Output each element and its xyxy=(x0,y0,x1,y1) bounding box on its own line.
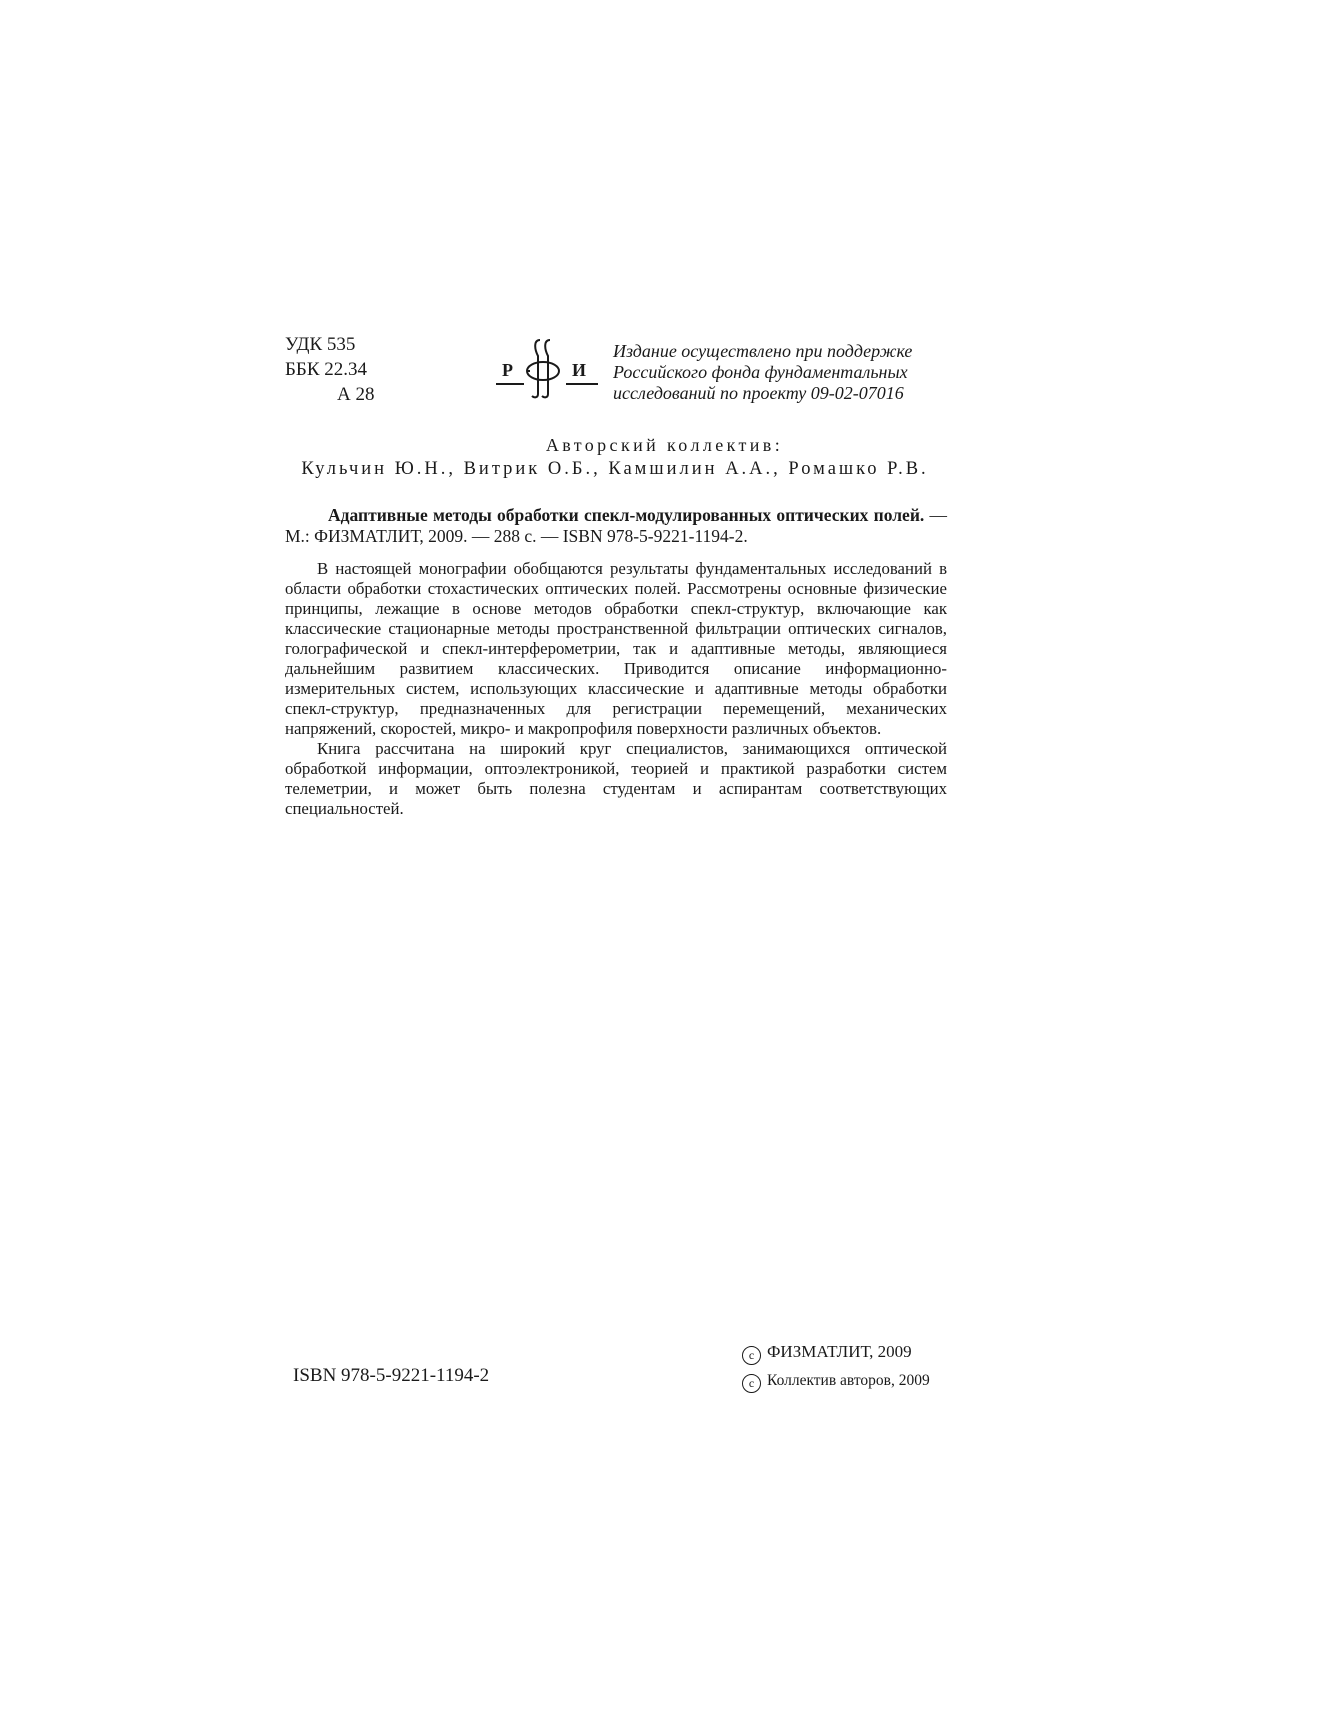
support-line-2: Российского фонда фундаментальных xyxy=(613,362,908,382)
collective-heading: Авторский коллектив: xyxy=(545,435,784,455)
abstract xyxy=(285,559,947,819)
udk-code: УДК 535 xyxy=(285,334,356,355)
logo-letter-r: Р xyxy=(502,360,513,380)
book-title: Адаптивные методы обработки спекл-модулированных оптических полей. xyxy=(328,505,925,525)
bbk-code: ББК 22.34 xyxy=(285,359,367,380)
copyright-publisher-text: ФИЗМАТЛИТ, 2009 xyxy=(767,1342,912,1361)
author-mark: А 28 xyxy=(337,384,375,405)
logo-double-f xyxy=(527,340,559,397)
abstract-paragraph-1: В настоящей монографии обобщаются результаты фундаментальных исследований в области обработки стохастических оптических полей. Рассмотрены основные физические принципы, лежащие в основе методов обработки спекл-структур, включающие как классические стационарные методы пространственной фильтрации оптических сигналов, голографической и спекл-интерферометрии, так и адаптивные методы, являющиеся дальнейшим развитием классических. Приводится описание информационно-измерительных систем, использующих классические и адаптивные методы обработки спекл-структур, предназначенных для регистрации перемещений, механических напряжений, скоростей, микро- и макропрофиля поверхности различных объектов. xyxy=(285,559,947,738)
rffi-logo xyxy=(494,336,602,400)
bibliographic-description xyxy=(285,505,947,546)
support-line-3: исследований по проекту 09-02-07016 xyxy=(613,383,904,403)
collective-names: Кульчин Ю.Н., Витрик О.Б., Камшилин А.А., Ромашко Р.В. xyxy=(301,459,929,479)
classification-codes xyxy=(285,332,374,407)
support-line-1: Издание осуществлено при поддержке xyxy=(613,341,913,361)
book-imprint: — М.: ФИЗМАТЛИТ, 2009. — 288 с. — ISBN 978-5-9221-1194-2. xyxy=(285,505,948,546)
copyright-icon: c xyxy=(742,1374,761,1393)
copyright-publisher xyxy=(742,1338,930,1366)
isbn: ISBN 978-5-9221-1194-2 xyxy=(293,1365,490,1386)
logo-letter-i: И xyxy=(572,360,587,380)
copyright-block xyxy=(742,1338,930,1395)
copyright-icon: c xyxy=(742,1346,761,1365)
abstract-paragraph-2: Книга рассчитана на широкий круг специалистов, занимающихся оптической обработкой информации, оптоэлектроникой, теорией и практикой разработки систем телеметрии, и может быть полезна студентам и аспирантам соответствующих специальностей. xyxy=(285,739,947,818)
copyright-authors xyxy=(742,1366,930,1395)
support-note xyxy=(613,341,953,404)
copyright-authors-text: Коллектив авторов, 2009 xyxy=(767,1372,930,1389)
